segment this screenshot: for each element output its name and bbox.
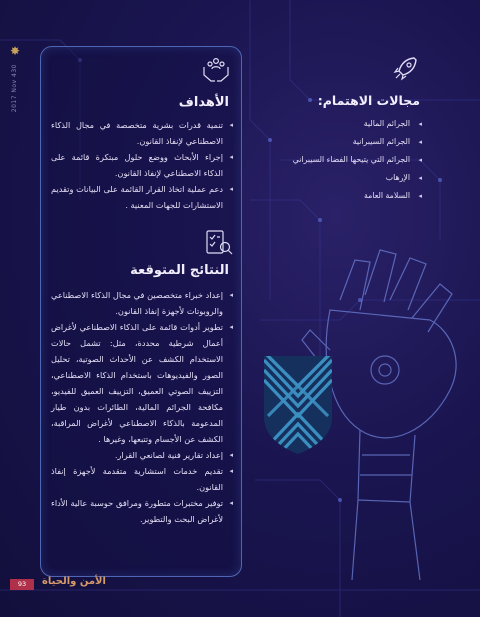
side-mark bbox=[8, 44, 24, 134]
bullet-icon: ◂ bbox=[229, 451, 233, 459]
side-mark-text: 2017 Nov 430 bbox=[11, 64, 18, 113]
sun-icon: ✸ bbox=[10, 44, 21, 58]
bullet-icon: ◂ bbox=[229, 153, 233, 161]
bullet-icon: ◂ bbox=[418, 138, 422, 146]
shield-logo bbox=[264, 356, 332, 454]
list-item: ◂ الإرهاب bbox=[293, 169, 422, 187]
list-item: ◂ تقديم خدمات استشارية متقدمة لأجهزة إنفاذ القانون. bbox=[51, 463, 233, 495]
results-heading: النتائج المتوقعة bbox=[130, 263, 229, 278]
bullet-icon: ◂ bbox=[418, 174, 422, 182]
goals-results-card bbox=[40, 46, 242, 577]
list-item: ◂ إجراء الأبحاث ووضع حلول مبتكرة قائمة على الذكاء الاصطناعي لإنفاذ القانون. bbox=[51, 149, 233, 181]
list-item: ◂ الجرائم المالية bbox=[293, 115, 422, 133]
bullet-icon: ◂ bbox=[229, 121, 233, 129]
rocket-icon bbox=[392, 54, 420, 82]
goals-list bbox=[51, 117, 233, 213]
teamwork-icon bbox=[201, 55, 231, 85]
goals-heading: الأهداف bbox=[178, 95, 229, 110]
list-item: ◂ إعداد تقارير فنية لصانعي القرار. bbox=[51, 447, 233, 463]
bullet-icon: ◂ bbox=[229, 467, 233, 475]
interests-list bbox=[293, 115, 422, 205]
list-item: ◂ دعم عملية اتخاذ القرار القائمة على البيانات وتقديم الاستشارات للجهات المعنية . bbox=[51, 181, 233, 213]
bullet-icon: ◂ bbox=[418, 156, 422, 164]
list-item: ◂ تطوير أدوات قائمة على الذكاء الاصطناعي لأغراض أعمال شرطية محددة، مثل: تشمل حالات الاستخدام الكشف عن الأحداث الصوتية، تحليل الصور والفيديوهات باستخدام الذكاء الاصطناعي، التزييف الصوتي العميق، التزييف العميق للفيديو، مكافحة الجرائم المالية، الطائرات بدون طيار المدعومة بالذكاء الاصطناعي لأغراض المراقبة، الكشف عن الأجسام وتتبعها، وغيرها . bbox=[51, 319, 233, 447]
list-item: ◂ الجرائم السيبرانية bbox=[293, 133, 422, 151]
bullet-icon: ◂ bbox=[229, 185, 233, 193]
list-item: ◂ تنمية قدرات بشرية متخصصة في مجال الذكاء الاصطناعي لإنفاذ القانون. bbox=[51, 117, 233, 149]
checklist-search-icon bbox=[204, 227, 234, 257]
bullet-icon: ◂ bbox=[418, 120, 422, 128]
bullet-icon: ◂ bbox=[229, 291, 233, 299]
list-item: ◂ السلامة العامة bbox=[293, 187, 422, 205]
page-number: 93 bbox=[10, 579, 34, 590]
results-list bbox=[51, 287, 233, 527]
bullet-icon: ◂ bbox=[229, 323, 233, 331]
bullet-icon: ◂ bbox=[418, 192, 422, 200]
list-item: ◂ توفير مختبرات متطورة ومرافق حوسبة عالية الأداء لأغراض البحث والتطوير. bbox=[51, 495, 233, 527]
list-item: ◂ الجرائم التي يتيحها الفضاء السيبراني bbox=[293, 151, 422, 169]
magazine-title: الأمن والحياة bbox=[42, 576, 106, 587]
list-item: ◂ إعداد خبراء متخصصين في مجال الذكاء الاصطناعي والروبوتات لأجهزة إنفاذ القانون. bbox=[51, 287, 233, 319]
bullet-icon: ◂ bbox=[229, 499, 233, 507]
interests-heading: مجالات الاهتمام: bbox=[317, 93, 420, 108]
